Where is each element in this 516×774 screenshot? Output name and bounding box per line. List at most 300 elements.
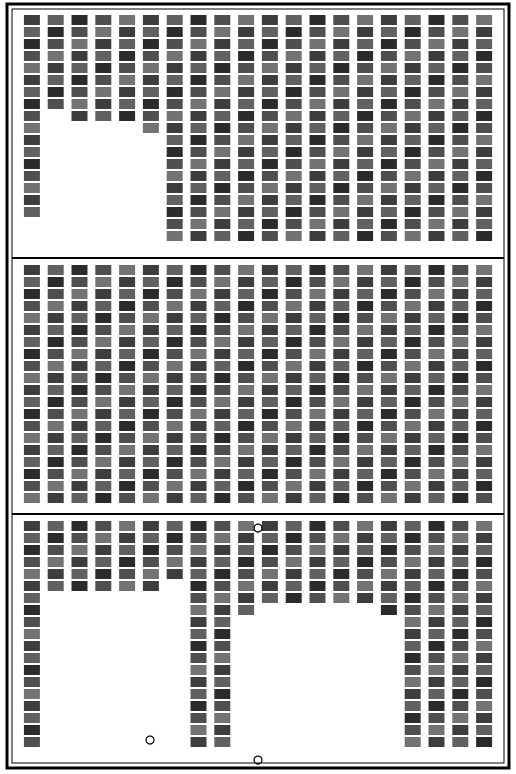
glyph-mark — [119, 51, 135, 61]
glyph-mark — [381, 409, 397, 419]
glyph-mark — [310, 63, 326, 73]
glyph-mark — [48, 325, 64, 335]
glyph-mark — [48, 75, 64, 85]
glyph-mark — [119, 361, 135, 371]
glyph-mark — [452, 99, 468, 109]
glyph-mark — [262, 87, 278, 97]
glyph-mark — [476, 361, 492, 371]
glyph-mark — [95, 481, 111, 491]
glyph-mark — [310, 301, 326, 311]
glyph-mark — [333, 521, 349, 531]
glyph-mark — [357, 337, 373, 347]
glyph-mark — [48, 457, 64, 467]
glyph-mark — [24, 39, 40, 49]
glyph-mark — [143, 51, 159, 61]
glyph-mark — [381, 15, 397, 25]
glyph-mark — [95, 51, 111, 61]
glyph-mark — [452, 445, 468, 455]
glyph-mark — [429, 581, 445, 591]
glyph-mark — [214, 521, 230, 531]
glyph-mark — [405, 725, 421, 735]
glyph-mark — [381, 111, 397, 121]
glyph-mark — [429, 337, 445, 347]
text-column — [262, 265, 278, 503]
glyph-mark — [429, 75, 445, 85]
glyph-mark — [167, 385, 183, 395]
glyph-mark — [476, 337, 492, 347]
glyph-mark — [429, 147, 445, 157]
glyph-mark — [452, 171, 468, 181]
glyph-mark — [143, 397, 159, 407]
glyph-mark — [238, 433, 254, 443]
glyph-mark — [191, 421, 207, 431]
glyph-mark — [72, 433, 88, 443]
glyph-mark — [24, 533, 40, 543]
glyph-mark — [286, 581, 302, 591]
glyph-mark — [476, 653, 492, 663]
glyph-mark — [405, 361, 421, 371]
glyph-mark — [286, 409, 302, 419]
glyph-mark — [191, 373, 207, 383]
glyph-mark — [214, 123, 230, 133]
glyph-mark — [48, 349, 64, 359]
glyph-mark — [191, 689, 207, 699]
glyph-mark — [95, 265, 111, 275]
glyph-mark — [476, 605, 492, 615]
text-column — [167, 265, 183, 503]
glyph-mark — [238, 289, 254, 299]
glyph-mark — [286, 373, 302, 383]
glyph-mark — [214, 135, 230, 145]
glyph-mark — [214, 325, 230, 335]
glyph-mark — [167, 135, 183, 145]
glyph-mark — [214, 409, 230, 419]
glyph-mark — [429, 701, 445, 711]
glyph-mark — [191, 349, 207, 359]
glyph-mark — [48, 301, 64, 311]
glyph-mark — [405, 617, 421, 627]
glyph-mark — [24, 557, 40, 567]
text-column — [24, 521, 40, 747]
glyph-mark — [381, 569, 397, 579]
glyph-mark — [405, 289, 421, 299]
glyph-mark — [143, 521, 159, 531]
glyph-mark — [286, 397, 302, 407]
glyph-mark — [405, 111, 421, 121]
glyph-mark — [310, 171, 326, 181]
glyph-mark — [452, 15, 468, 25]
glyph-mark — [333, 15, 349, 25]
glyph-mark — [429, 629, 445, 639]
register-upper — [24, 15, 492, 241]
glyph-mark — [238, 147, 254, 157]
glyph-mark — [286, 521, 302, 531]
glyph-mark — [333, 219, 349, 229]
glyph-mark — [24, 445, 40, 455]
glyph-mark — [405, 385, 421, 395]
glyph-mark — [310, 147, 326, 157]
glyph-mark — [24, 545, 40, 555]
glyph-mark — [310, 207, 326, 217]
text-column — [214, 15, 230, 241]
glyph-mark — [95, 409, 111, 419]
glyph-mark — [476, 195, 492, 205]
glyph-mark — [262, 349, 278, 359]
glyph-mark — [191, 557, 207, 567]
glyph-mark — [286, 325, 302, 335]
glyph-mark — [333, 361, 349, 371]
glyph-mark — [357, 325, 373, 335]
glyph-mark — [286, 27, 302, 37]
glyph-mark — [214, 593, 230, 603]
glyph-mark — [214, 445, 230, 455]
glyph-mark — [357, 135, 373, 145]
glyph-mark — [476, 135, 492, 145]
glyph-mark — [119, 87, 135, 97]
glyph-mark — [191, 183, 207, 193]
glyph-mark — [476, 301, 492, 311]
glyph-mark — [452, 725, 468, 735]
glyph-mark — [429, 231, 445, 241]
glyph-mark — [452, 87, 468, 97]
glyph-mark — [333, 135, 349, 145]
text-column — [333, 265, 349, 503]
glyph-mark — [405, 373, 421, 383]
glyph-mark — [452, 665, 468, 675]
glyph-mark — [119, 39, 135, 49]
glyph-mark — [143, 557, 159, 567]
glyph-mark — [24, 665, 40, 675]
glyph-mark — [286, 195, 302, 205]
glyph-mark — [381, 99, 397, 109]
glyph-mark — [238, 361, 254, 371]
glyph-mark — [381, 147, 397, 157]
glyph-mark — [333, 301, 349, 311]
glyph-mark — [191, 159, 207, 169]
glyph-mark — [381, 593, 397, 603]
glyph-mark — [381, 171, 397, 181]
text-column — [119, 15, 135, 121]
glyph-mark — [452, 349, 468, 359]
glyph-mark — [310, 265, 326, 275]
glyph-mark — [452, 617, 468, 627]
glyph-mark — [95, 289, 111, 299]
glyph-mark — [167, 337, 183, 347]
glyph-mark — [24, 653, 40, 663]
glyph-mark — [405, 557, 421, 567]
glyph-mark — [310, 325, 326, 335]
glyph-mark — [310, 397, 326, 407]
glyph-mark — [238, 63, 254, 73]
glyph-mark — [238, 605, 254, 615]
glyph-mark — [48, 373, 64, 383]
glyph-mark — [405, 159, 421, 169]
glyph-mark — [452, 689, 468, 699]
glyph-mark — [238, 373, 254, 383]
glyph-mark — [476, 445, 492, 455]
glyph-mark — [24, 63, 40, 73]
glyph-mark — [476, 207, 492, 217]
glyph-mark — [214, 171, 230, 181]
glyph-mark — [72, 569, 88, 579]
glyph-mark — [167, 409, 183, 419]
glyph-mark — [333, 421, 349, 431]
glyph-mark — [381, 231, 397, 241]
glyph-mark — [48, 337, 64, 347]
glyph-mark — [214, 27, 230, 37]
glyph-mark — [476, 701, 492, 711]
glyph-mark — [286, 171, 302, 181]
glyph-mark — [452, 159, 468, 169]
glyph-mark — [310, 557, 326, 567]
glyph-mark — [381, 349, 397, 359]
glyph-mark — [191, 533, 207, 543]
register-middle — [24, 265, 492, 503]
glyph-mark — [143, 15, 159, 25]
glyph-mark — [333, 75, 349, 85]
glyph-mark — [452, 183, 468, 193]
text-column — [214, 265, 230, 503]
glyph-mark — [214, 231, 230, 241]
glyph-mark — [286, 207, 302, 217]
glyph-mark — [381, 557, 397, 567]
glyph-mark — [95, 397, 111, 407]
text-column — [191, 15, 207, 241]
glyph-mark — [238, 265, 254, 275]
glyph-mark — [286, 63, 302, 73]
glyph-mark — [119, 569, 135, 579]
text-column — [333, 521, 349, 603]
glyph-mark — [452, 111, 468, 121]
glyph-mark — [286, 349, 302, 359]
glyph-mark — [24, 713, 40, 723]
glyph-mark — [48, 493, 64, 503]
glyph-mark — [24, 605, 40, 615]
glyph-mark — [72, 75, 88, 85]
glyph-mark — [452, 521, 468, 531]
glyph-mark — [119, 289, 135, 299]
text-column — [167, 521, 183, 579]
glyph-mark — [262, 593, 278, 603]
glyph-mark — [357, 123, 373, 133]
glyph-mark — [405, 701, 421, 711]
glyph-mark — [238, 135, 254, 145]
glyph-mark — [452, 313, 468, 323]
glyph-mark — [286, 313, 302, 323]
glyph-mark — [429, 99, 445, 109]
glyph-mark — [167, 39, 183, 49]
glyph-mark — [95, 421, 111, 431]
glyph-mark — [381, 533, 397, 543]
glyph-mark — [119, 385, 135, 395]
glyph-mark — [95, 337, 111, 347]
glyph-mark — [262, 569, 278, 579]
glyph-mark — [357, 397, 373, 407]
glyph-mark — [405, 27, 421, 37]
glyph-mark — [452, 421, 468, 431]
glyph-mark — [286, 457, 302, 467]
glyph-mark — [214, 51, 230, 61]
glyph-mark — [357, 593, 373, 603]
glyph-mark — [333, 87, 349, 97]
glyph-mark — [429, 737, 445, 747]
glyph-mark — [357, 277, 373, 287]
glyph-mark — [191, 265, 207, 275]
text-column — [24, 15, 40, 217]
glyph-mark — [238, 481, 254, 491]
text-column — [452, 521, 468, 747]
glyph-mark — [167, 533, 183, 543]
glyph-mark — [357, 457, 373, 467]
glyph-mark — [333, 147, 349, 157]
glyph-mark — [167, 545, 183, 555]
glyph-mark — [452, 641, 468, 651]
glyph-mark — [381, 445, 397, 455]
glyph-mark — [262, 231, 278, 241]
glyph-mark — [191, 641, 207, 651]
glyph-mark — [405, 593, 421, 603]
glyph-mark — [167, 433, 183, 443]
glyph-mark — [238, 99, 254, 109]
glyph-mark — [476, 171, 492, 181]
glyph-mark — [262, 159, 278, 169]
glyph-mark — [429, 325, 445, 335]
glyph-mark — [429, 725, 445, 735]
glyph-mark — [24, 469, 40, 479]
glyph-mark — [119, 337, 135, 347]
glyph-mark — [262, 39, 278, 49]
glyph-mark — [357, 385, 373, 395]
glyph-mark — [48, 545, 64, 555]
glyph-mark — [262, 325, 278, 335]
glyph-mark — [191, 123, 207, 133]
glyph-mark — [381, 27, 397, 37]
text-column — [429, 265, 445, 503]
glyph-mark — [333, 533, 349, 543]
glyph-mark — [214, 277, 230, 287]
glyph-mark — [119, 581, 135, 591]
glyph-mark — [119, 75, 135, 85]
glyph-mark — [262, 27, 278, 37]
glyph-mark — [95, 469, 111, 479]
glyph-mark — [357, 171, 373, 181]
glyph-mark — [143, 433, 159, 443]
glyph-mark — [357, 51, 373, 61]
glyph-mark — [262, 135, 278, 145]
glyph-mark — [381, 521, 397, 531]
glyph-mark — [333, 183, 349, 193]
text-column — [238, 521, 254, 615]
glyph-mark — [429, 39, 445, 49]
glyph-mark — [143, 75, 159, 85]
glyph-mark — [429, 87, 445, 97]
glyph-mark — [476, 265, 492, 275]
glyph-mark — [238, 207, 254, 217]
glyph-mark — [24, 325, 40, 335]
glyph-mark — [333, 373, 349, 383]
glyph-mark — [429, 493, 445, 503]
glyph-mark — [72, 51, 88, 61]
glyph-mark — [214, 219, 230, 229]
glyph-mark — [381, 337, 397, 347]
glyph-mark — [310, 385, 326, 395]
glyph-mark — [429, 301, 445, 311]
glyph-mark — [238, 521, 254, 531]
glyph-mark — [119, 313, 135, 323]
text-column — [381, 521, 397, 615]
glyph-mark — [286, 445, 302, 455]
glyph-mark — [262, 445, 278, 455]
glyph-mark — [119, 301, 135, 311]
glyph-mark — [167, 445, 183, 455]
glyph-mark — [214, 469, 230, 479]
glyph-mark — [238, 219, 254, 229]
glyph-mark — [357, 533, 373, 543]
glyph-mark — [310, 195, 326, 205]
glyph-mark — [143, 533, 159, 543]
glyph-mark — [262, 265, 278, 275]
glyph-mark — [24, 569, 40, 579]
glyph-mark — [143, 421, 159, 431]
glyph-mark — [286, 361, 302, 371]
glyph-mark — [95, 569, 111, 579]
glyph-mark — [333, 349, 349, 359]
glyph-mark — [333, 63, 349, 73]
glyph-mark — [310, 51, 326, 61]
glyph-mark — [452, 195, 468, 205]
glyph-mark — [310, 87, 326, 97]
glyph-mark — [357, 27, 373, 37]
glyph-mark — [476, 159, 492, 169]
glyph-mark — [262, 493, 278, 503]
glyph-mark — [310, 581, 326, 591]
glyph-mark — [452, 289, 468, 299]
glyph-mark — [333, 159, 349, 169]
text-column — [143, 521, 159, 591]
glyph-mark — [310, 569, 326, 579]
glyph-mark — [429, 397, 445, 407]
glyph-mark — [476, 545, 492, 555]
glyph-mark — [72, 111, 88, 121]
glyph-mark — [214, 545, 230, 555]
glyph-mark — [95, 521, 111, 531]
glyph-mark — [95, 87, 111, 97]
glyph-mark — [286, 289, 302, 299]
glyph-mark — [214, 361, 230, 371]
glyph-mark — [191, 337, 207, 347]
glyph-mark — [286, 51, 302, 61]
text-column — [48, 521, 64, 591]
glyph-mark — [405, 301, 421, 311]
glyph-mark — [310, 337, 326, 347]
glyph-mark — [476, 99, 492, 109]
glyph-mark — [191, 545, 207, 555]
glyph-mark — [310, 231, 326, 241]
text-column — [95, 15, 111, 121]
glyph-mark — [476, 665, 492, 675]
glyph-mark — [167, 99, 183, 109]
text-column — [95, 265, 111, 503]
glyph-mark — [238, 445, 254, 455]
glyph-mark — [262, 409, 278, 419]
glyph-mark — [24, 51, 40, 61]
glyph-mark — [214, 605, 230, 615]
glyph-mark — [95, 581, 111, 591]
glyph-mark — [476, 421, 492, 431]
glyph-mark — [286, 265, 302, 275]
glyph-mark — [191, 737, 207, 747]
glyph-mark — [72, 301, 88, 311]
